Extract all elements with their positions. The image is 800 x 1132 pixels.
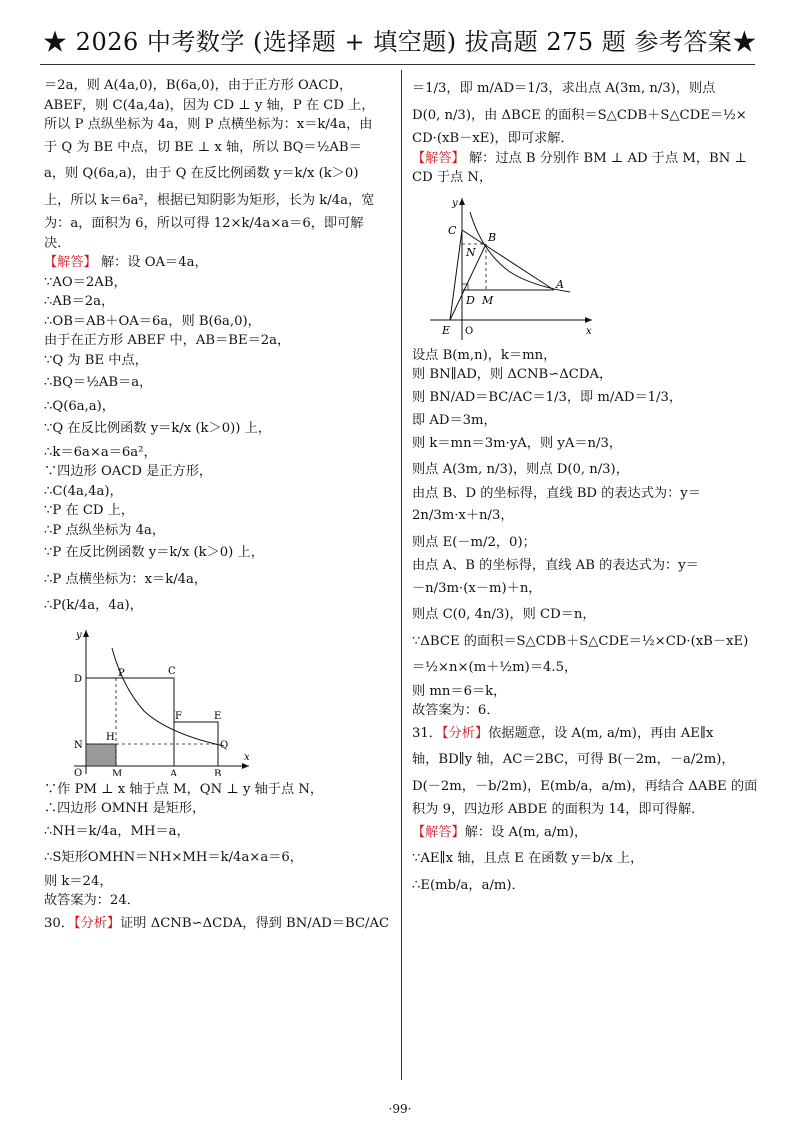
text-line: ∴C(4a,4a)， [44,483,123,499]
column-divider [401,70,402,1080]
fig2-label: N [466,245,476,259]
text-line: CD 于点 N， [412,170,493,185]
fig2-label: C [448,223,457,237]
text-line: 由点 B、D 的坐标得，直线 BD 的表达式为：y＝ [412,485,701,501]
text-line: 于 Q 为 BE 中点，切 BE ⊥ x 轴，所以 BQ＝½AB＝ [44,139,362,155]
text-line: 所以 P 点纵坐标为 4a，则 P 点横坐标为：x＝k/4a，由 [44,117,373,132]
text-line: ∵作 PM ⊥ x 轴于点 M，QN ⊥ y 轴于点 N， [44,781,324,797]
left-figure [54,626,254,776]
text-line: 故答案为：24． [44,893,140,908]
analysis-marker: 【分析】 [73,915,121,931]
text-line: 则 mn＝6＝k， [412,683,507,699]
text-line: ∵Q 为 BE 中点， [44,352,148,368]
text-line: ＝½×n×(m＋½m)＝4.5， [412,660,578,675]
answer-heading [44,253,394,273]
fig1-label: F [175,710,182,722]
fig1-label: E [214,710,222,722]
text-line: －n/3m·(x－m)＋n， [412,580,542,596]
fig1-label: D [74,673,83,685]
text-line: ∵Q 在反比例函数 y＝k/x (k＞0)) 上， [44,421,271,436]
left-column [44,76,394,937]
text-line: ∴BQ＝½AB＝a， [44,375,153,390]
text-line: 即 AD＝3m， [412,413,497,428]
text-line: ∴Q(6a,a)， [44,398,115,414]
text-line: 故答案为：6． [412,703,500,718]
answer-marker: 【解答】 [412,824,465,840]
fig2-label: x [586,325,592,337]
text-line: ∵四边形 OACD 是正方形， [44,464,213,479]
text-line: 则点 E(－m/2，0)； [412,534,536,550]
text-line: 由于在正方形 ABEF 中，AB＝BE＝2a， [44,333,291,348]
text-line: ∵P 在 CD 上， [44,503,135,518]
analysis-line [44,911,394,938]
text-line: ∴S矩形OMHN＝NH×MH＝k/4a×a＝6， [44,850,303,865]
text-line: ∴AB＝2a， [44,294,115,309]
text-line: ＝1/3，即 m/AD＝1/3，求出点 A(3m, n/3)，则点 [412,81,716,96]
fig2-label: B [488,230,497,244]
text-line: ∴P(k/4a，4a)， [44,598,143,613]
header-rule [40,64,755,65]
fig1-label: M [112,768,123,776]
fig1-label: A [170,768,178,776]
text-line: 则 k＝24， [44,873,113,889]
fig2-label: M [482,293,494,307]
text-line: 则点 A(3m, n/3)，则点 D(0, n/3)， [412,462,629,477]
fig1-label: O [74,767,83,776]
text-line: ∵P 在反比例函数 y＝k/x (k＞0) 上， [44,545,264,560]
fig2-label: E [442,323,451,337]
fig1-label: P [118,667,125,679]
fig1-label: Q [220,739,229,751]
text-line: ∴k＝6a×a＝6a²， [44,444,157,460]
answer-marker: 【解答】 [412,150,465,166]
answer-heading [412,149,762,169]
fig2-label: A [556,277,564,291]
answer-marker: 【解答】 [44,255,97,270]
text-line: 【解答】解：设 A(m, a/m)， [412,824,588,840]
text-line: D(－2m，－b/2m)，E(mb/a，a/m)，再结合 ΔABE 的面 [412,778,758,794]
text-line: 2n/3m·x＋n/3， [412,508,514,523]
fig1-label: B [214,768,222,776]
text-line: 积为 9，四边形 ABDE 的面积为 14，即可得解． [412,802,705,817]
text-line: 则 BN/AD＝BC/AC＝1/3，即 m/AD＝1/3， [412,389,683,405]
text-line: 解：设 OA＝4a， [100,255,208,270]
text-line: ABEF，则 C(4a,4a)，因为 CD ⊥ y 轴，P 在 CD 上， [44,97,375,113]
text-line: ∵AO＝2AB， [44,274,127,290]
text-line: CD·(xB－xE)，即可求解． [412,131,574,146]
text-line: ∴E(mb/a，a/m)． [412,877,525,893]
text-line: ∴四边形 OMNH 是矩形， [44,801,206,816]
text-line: 解：过点 B 分别作 BM ⊥ AD 于点 M，BN ⊥ [468,150,747,166]
fig1-label: x [244,751,250,763]
page-number: ·99· [388,1102,412,1116]
text-line: 设点 B(m,n)，k＝mn， [412,347,557,363]
right-column [412,76,762,899]
text-line: 上，所以 k＝6a²，根据已知阴影为矩形，长为 k/4a，宽 [44,192,375,208]
analysis-marker: 【分析】 [441,725,489,741]
fig1-label: C [168,665,176,677]
text-line: 则点 C(0, 4n/3)，则 CD＝n， [412,607,596,622]
text-line: 轴，BD∥y 轴，AC＝2BC，可得 B(－2m，－a/2m)， [412,752,735,767]
fig1-label: y [76,629,82,641]
text-line: 则 k＝mn＝3m·yA，则 yA＝n/3， [412,435,623,451]
fig2-label: y [452,197,458,209]
fig1-label: N [74,739,83,751]
text-line: ∵ΔBCE 的面积＝S△CDB＋S△CDE＝½×CD·(xB－xE) [412,633,749,649]
fig2-label: O [465,325,474,337]
fig1-label: H [106,731,115,743]
text-line: ∴NH＝k/4a，MH＝a， [44,823,190,839]
text-line: ∴P 点横坐标为：x＝k/4a， [44,571,208,587]
text-line: a，则 Q(6a,a)，由于 Q 在反比例函数 y＝k/x (k＞0) [44,166,359,181]
text-line: ＝2a，则 A(4a,0)，B(6a,0)，由于正方形 OACD， [44,78,353,93]
fig2-label: D [466,293,475,307]
text-line: 则 BN∥AD，则 ΔCNB∽ΔCDA， [412,367,613,382]
right-figure [420,192,600,342]
text-line: ∵AE∥x 轴，且点 E 在函数 y＝b/x 上， [412,851,644,866]
text-line: ∴OB＝AB＋OA＝6a，则 B(6a,0)， [44,313,261,329]
text-line: 由点 A、B 的坐标得，直线 AB 的表达式为：y＝ [412,558,699,573]
text-line: 为：a，面积为 6，所以可得 12×k/4a×a＝6，即可解 [44,216,364,231]
text-line: 决． [44,235,71,251]
text-line: D(0, n/3)，由 ΔBCE 的面积＝S△CDB＋S△CDE＝½× [412,107,747,123]
text-line: 31．【分析】依据题意，设 A(m, a/m)，再由 AE∥x [412,725,714,741]
text-line: ∴P 点纵坐标为 4a， [44,522,166,538]
text-line: 30．【分析】证明 ΔCNB∽ΔCDA，得到 BN/AD＝BC/AC [44,915,390,931]
page-header: ★ 2026 中考数学 (选择题 + 填空题) 拔高题 275 题 参考答案★ [43,28,757,56]
